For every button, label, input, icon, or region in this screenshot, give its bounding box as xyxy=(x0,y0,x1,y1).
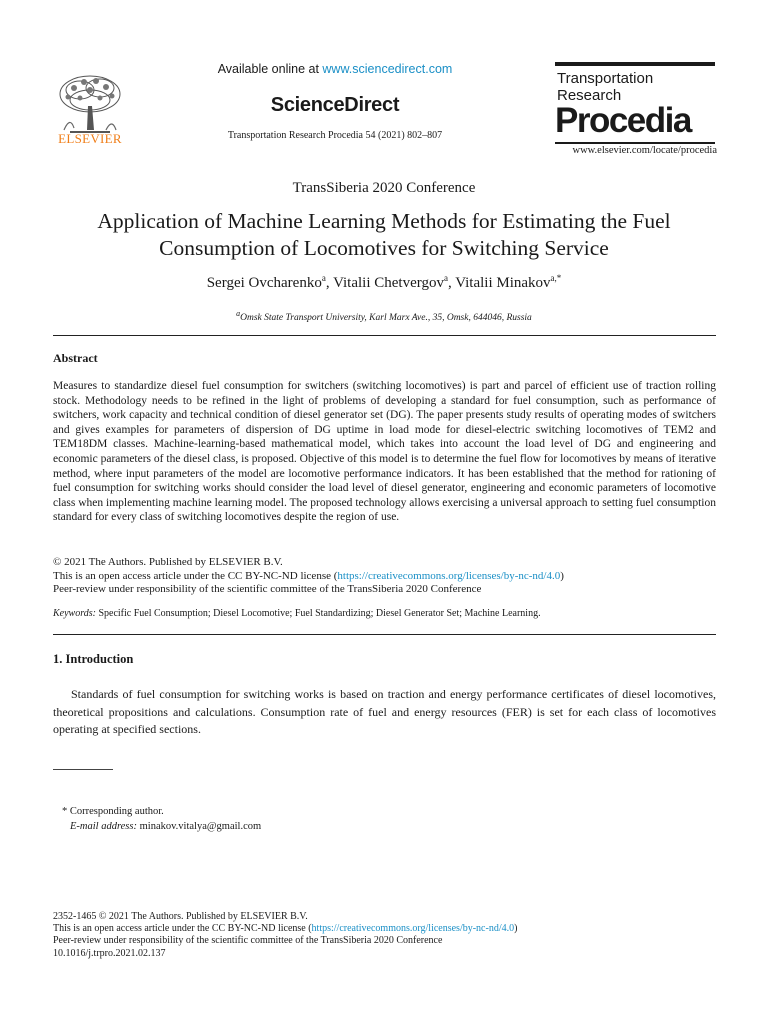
license-block xyxy=(53,556,716,597)
page-footer xyxy=(53,911,716,960)
conference-name: TransSiberia 2020 Conference xyxy=(292,180,476,196)
author-affil-sup: a xyxy=(321,273,326,283)
affiliation xyxy=(0,309,768,323)
available-prefix: Available online at xyxy=(217,62,323,76)
keywords-line xyxy=(53,608,716,619)
author-separator: , xyxy=(325,275,334,291)
journal-url[interactable]: www.elsevier.com/locate/procedia xyxy=(572,145,717,156)
footnote-divider xyxy=(53,769,113,770)
author-name: Vitalii Minakov xyxy=(455,275,551,291)
logo-bottom-bar xyxy=(555,142,715,144)
journal-logo-line1: Transportation xyxy=(557,70,654,87)
doi[interactable]: 10.1016/j.trpro.2021.02.137 xyxy=(53,947,166,959)
email-address[interactable]: minakov.vitalya@gmail.com xyxy=(136,821,262,832)
author-list xyxy=(0,273,768,292)
author-separator: , xyxy=(447,275,456,291)
license-link[interactable]: https://creativecommons.org/licenses/by-nc-nd/4.0 xyxy=(337,569,561,582)
keywords-label: Keywords: xyxy=(53,608,96,619)
peer-review-line: Peer-review under responsibility of the scientific committee of the TransSiberia 2020 Conference xyxy=(53,583,482,596)
footer-license-line xyxy=(53,923,716,935)
logo-top-bar xyxy=(555,62,715,66)
journal-reference: Transportation Research Procedia 54 (2021) 802–807 xyxy=(227,130,443,141)
corresponding-author: * Corresponding author. xyxy=(62,806,164,817)
footer-license-prefix: This is an open access article under the CC BY-NC-ND license ( xyxy=(53,923,312,935)
email-line xyxy=(62,819,261,834)
abstract-heading: Abstract xyxy=(53,351,98,365)
paper-title: Application of Machine Learning Methods for Estimating the Fuel Consumption of Locomotives for Switching Service xyxy=(97,209,671,260)
abstract-divider xyxy=(53,634,716,635)
email-label: E-mail address: xyxy=(70,821,137,832)
footer-license-link[interactable]: https://creativecommons.org/licenses/by-nc-nd/4.0 xyxy=(311,923,515,935)
elsevier-wordmark: ELSEVIER xyxy=(58,131,122,146)
footer-license-suffix: ) xyxy=(514,923,518,935)
license-suffix: ) xyxy=(560,569,564,582)
author-affil-sup: a xyxy=(443,273,448,283)
affiliation-text: Omsk State Transport University, Karl Marx Ave., 35, Omsk, 644046, Russia xyxy=(240,313,532,324)
journal-logo-line3: Procedia xyxy=(555,101,691,140)
introduction-text: Standards of fuel consumption for switching works is based on traction and energy performance certificates of diesel locomotives, theoretical propositions and calculations. Consumption rate of fuel and energy resources (FER) is set for each class of locomotives operating at specified sections. xyxy=(53,687,716,736)
copyright-line: © 2021 The Authors. Published by ELSEVIER B.V. xyxy=(53,556,283,568)
journal-logo-line2: Research xyxy=(557,87,622,104)
license-prefix: This is an open access article under the CC BY-NC-ND license ( xyxy=(53,569,338,582)
footer-peer-review: Peer-review under responsibility of the scientific committee of the TransSiberia 2020 Conference xyxy=(53,935,443,947)
header-divider xyxy=(53,335,716,336)
available-online-line xyxy=(180,62,490,76)
abstract-text: Measures to standardize diesel fuel consumption for switchers (switching locomotives) is part and parcel of efficient use of traction rolling stock. Methodology needs to be refined in the light of problems of developing a standard for fuel consumption, such as performance of switchers, work capacity and technical condition of diesel generator set (DG). The paper presents study results of operating modes of switchers and gives examples for parameters of dispersion of DG uptime in load mode for diesel-electric switching locomotives of TEM2 and TEM18DM classes. Machine-learning-based mathematical model, which takes into account the load level of DG and engineering and economic parameters of the diesel class, is proposed. Objective of this model is to determine the fuel flow for locomotives by means of iterative method, where input parameters of the model are locomotive performance indicators. It has been established that the method for rationing of fuel consumption for switching works should consider the load level of diesel generator, engineering and economic parameters of locomotive class when implementing machine learning model. The proposed technology allows exercising a universal approach to setting fuel consumption standard for every class of switching locomotives despite the region of use. xyxy=(53,380,716,524)
introduction-heading: 1. Introduction xyxy=(53,652,134,666)
affiliation-sup: a xyxy=(236,309,241,318)
sciencedirect-brand: ScienceDirect xyxy=(270,94,400,116)
author-name: Sergei Ovcharenko xyxy=(206,275,322,291)
sciencedirect-link[interactable]: www.sciencedirect.com xyxy=(322,62,453,76)
keywords-text: Specific Fuel Consumption; Diesel Locomotive; Fuel Standardizing; Diesel Generator Set; Machine Learning. xyxy=(95,608,541,619)
author-affil-sup: a,* xyxy=(550,273,562,283)
journal-logo xyxy=(555,62,715,144)
license-line xyxy=(53,570,716,584)
author-name: Vitalii Chetvergov xyxy=(333,275,444,291)
footnote xyxy=(62,804,261,834)
issn-line: 2352-1465 © 2021 The Authors. Published by ELSEVIER B.V. xyxy=(53,911,308,922)
